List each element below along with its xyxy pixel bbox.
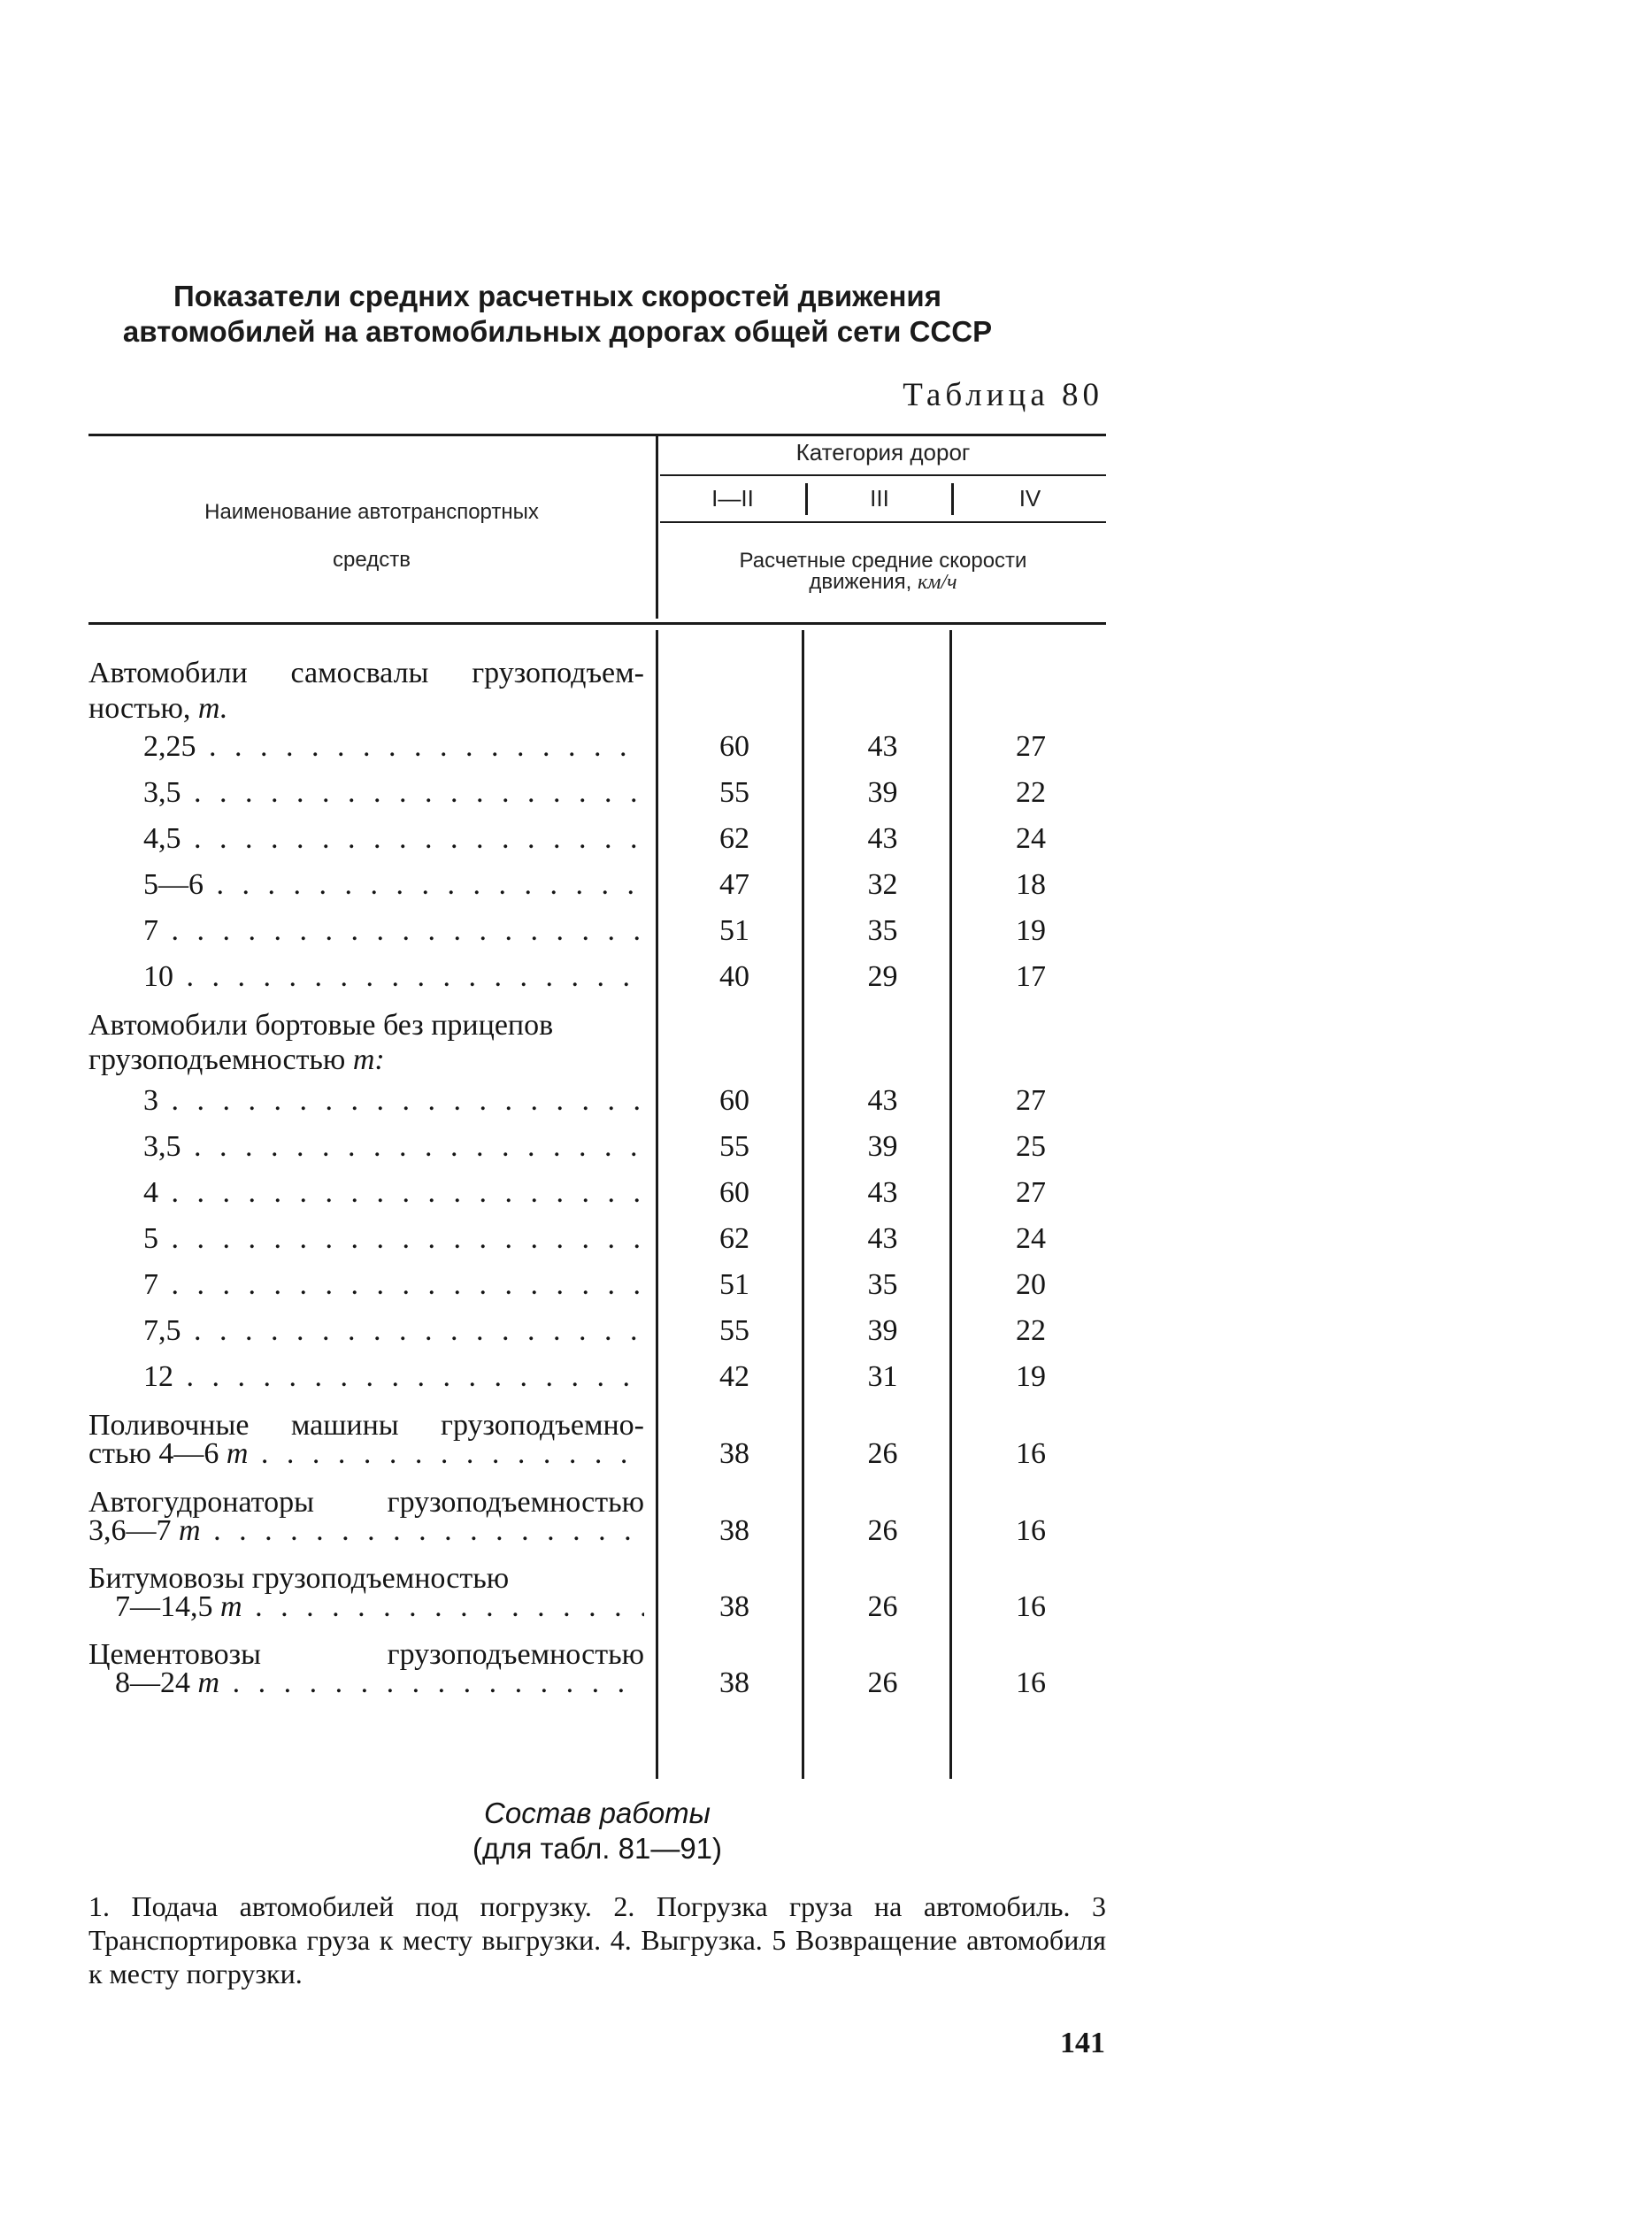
row-value-cat-1: 55 — [719, 776, 749, 809]
row-label: 4 . . . — [143, 1170, 644, 1216]
row-label-unit: т — [220, 1590, 242, 1623]
row-value-cat-2: 43 — [867, 1084, 898, 1117]
row-value-cat-2: 26 — [867, 1514, 898, 1547]
row-value-cat-1: 60 — [719, 1176, 749, 1209]
row-value-cat-1: 51 — [719, 1268, 749, 1301]
row-label: 10 . . . — [143, 954, 644, 1000]
table-number: Таблица 80 — [903, 377, 1103, 413]
header-col-divider — [656, 436, 658, 619]
group-2-heading-text: грузоподъемностью — [88, 1043, 353, 1076]
row-label: 2,25 . . . — [143, 724, 644, 770]
group-2-heading-line-1: Автомобили бортовые без прицепов — [88, 1009, 554, 1042]
header-name-line-1: Наименование автотранспортных — [204, 500, 539, 524]
header-units-text: движения, — [809, 570, 918, 594]
header-units-unit: км/ч — [917, 571, 957, 594]
table-row — [88, 1354, 1106, 1400]
row-value-cat-3: 20 — [1016, 1268, 1046, 1301]
row-value-cat-2: 35 — [867, 1268, 898, 1301]
row-label — [88, 1431, 644, 1477]
row-value-cat-2: 26 — [867, 1590, 898, 1623]
group-1-heading-a: Автомобили самосвалы — [88, 657, 429, 689]
row-value-cat-2: 43 — [867, 822, 898, 855]
header-vehicle-name — [88, 489, 655, 584]
header-road-category: Категория дорог — [795, 439, 971, 466]
row-label — [88, 1508, 644, 1554]
header-cat-1: I—II — [711, 485, 754, 512]
row-value-cat-2: 43 — [867, 1222, 898, 1255]
category-rule — [660, 474, 1106, 476]
row-value-cat-3: 25 — [1016, 1130, 1046, 1163]
table-row — [88, 1124, 1106, 1170]
row-name-b: грузоподъемностью — [387, 1486, 644, 1519]
table-row — [88, 816, 1106, 862]
subheader-rule — [660, 521, 1106, 523]
row-value-cat-2: 43 — [867, 1176, 898, 1209]
row-value-cat-3: 27 — [1016, 1176, 1046, 1209]
row-value-cat-3: 24 — [1016, 822, 1046, 855]
table-row — [88, 1508, 1106, 1554]
row-value-cat-2: 29 — [867, 960, 898, 993]
header-units-line-1: Расчетные средние скорости — [739, 549, 1027, 573]
group-1-heading-c: ностью, — [88, 692, 198, 725]
row-label-text: стью 4—6 — [88, 1437, 227, 1470]
row-value-cat-3: 16 — [1016, 1666, 1046, 1699]
row-value-cat-3: 22 — [1016, 1314, 1046, 1347]
row-name-a: Битумовозы грузоподъемностью — [88, 1562, 510, 1595]
row-value-cat-1: 38 — [719, 1514, 749, 1547]
row-label — [115, 1660, 644, 1706]
group-2-heading-line-2 — [88, 1037, 644, 1083]
row-value-cat-1: 55 — [719, 1130, 749, 1163]
row-value-cat-3: 17 — [1016, 960, 1046, 993]
row-name-a: Поливочные машины — [88, 1409, 399, 1442]
row-value-cat-2: 43 — [867, 730, 898, 763]
table-top-rule — [88, 434, 1106, 436]
row-value-cat-3: 16 — [1016, 1590, 1046, 1623]
row-label-unit: т — [179, 1514, 201, 1547]
row-value-cat-3: 16 — [1016, 1514, 1046, 1547]
row-label-text: 8—24 — [115, 1666, 198, 1699]
row-value-cat-3: 22 — [1016, 776, 1046, 809]
row-name-a: Автогудронаторы — [88, 1486, 314, 1519]
row-label: 4,5 . . . — [143, 816, 644, 862]
row-value-cat-3: 18 — [1016, 868, 1046, 901]
page-number: 141 — [1060, 2027, 1105, 2059]
row-label: 3,5 . . . — [143, 1124, 644, 1170]
row-value-cat-1: 60 — [719, 1084, 749, 1117]
row-value-cat-1: 38 — [719, 1590, 749, 1623]
row-label: 3 . . . — [143, 1078, 644, 1124]
row-value-cat-3: 27 — [1016, 730, 1046, 763]
row-label: 3,5 . . . — [143, 770, 644, 816]
row-label: 7,5 . . . — [143, 1308, 644, 1354]
row-value-cat-2: 39 — [867, 1314, 898, 1347]
header-cat-2: III — [870, 485, 889, 512]
row-name-a: Цементовозы — [88, 1638, 261, 1671]
row-label: 7 . . . — [143, 1262, 644, 1308]
table-row — [88, 770, 1106, 816]
row-label-unit: т — [226, 1437, 249, 1470]
table-row — [88, 1431, 1106, 1477]
row-label-text: 3,6—7 — [88, 1514, 179, 1547]
header-units-line-2 — [660, 572, 1106, 593]
row-value-cat-1: 42 — [719, 1360, 749, 1393]
row-value-cat-1: 40 — [719, 960, 749, 993]
header-name-line-2: средств — [333, 548, 411, 572]
group-1-heading-b: грузоподъем- — [472, 657, 644, 689]
row-value-cat-2: 26 — [867, 1666, 898, 1699]
row-label: 7 . . . — [143, 908, 644, 954]
row-value-cat-2: 39 — [867, 776, 898, 809]
table-row — [88, 908, 1106, 954]
table-row — [88, 1216, 1106, 1262]
row-value-cat-3: 19 — [1016, 914, 1046, 947]
table-row — [88, 1308, 1106, 1354]
work-composition-paragraph: 1. Подача автомобилей под погрузку. 2. Погрузка груза на автомобиль. 3 Транспортировка груза к месту выгрузки. 4. Выгрузка. 5 Возвращение автомобиля к месту погрузки. — [88, 1890, 1106, 1989]
row-value-cat-2: 39 — [867, 1130, 898, 1163]
row-value-cat-1: 62 — [719, 1222, 749, 1255]
table-row — [88, 862, 1106, 908]
title-line-1: Показатели средних расчетных скоростей движения — [173, 280, 941, 312]
row-value-cat-3: 16 — [1016, 1437, 1046, 1470]
row-value-cat-1: 60 — [719, 730, 749, 763]
table-title — [88, 279, 1026, 350]
table-row — [88, 1262, 1106, 1308]
table-row — [88, 1170, 1106, 1216]
section-subtitle: (для табл. 81—91) — [472, 1832, 723, 1865]
row-label: 5 . . . — [143, 1216, 644, 1262]
table-row — [88, 1584, 1106, 1630]
group-1-unit: т. — [197, 692, 228, 725]
header-cat-3: IV — [1018, 485, 1041, 512]
header-bottom-rule — [88, 622, 1106, 625]
table-row — [88, 1660, 1106, 1706]
row-label: 12 . . . — [143, 1354, 644, 1400]
row-value-cat-2: 35 — [867, 914, 898, 947]
row-value-cat-2: 32 — [867, 868, 898, 901]
row-label: 5—6 . . . — [143, 862, 644, 908]
row-value-cat-1: 38 — [719, 1437, 749, 1470]
row-value-cat-2: 26 — [867, 1437, 898, 1470]
table-row — [88, 1078, 1106, 1124]
group-2-unit: т: — [352, 1043, 385, 1076]
row-name-b: грузоподъемностью — [387, 1638, 644, 1671]
table-row — [88, 954, 1106, 1000]
header-speed-units — [660, 550, 1106, 593]
row-label — [115, 1584, 644, 1630]
row-value-cat-1: 51 — [719, 914, 749, 947]
row-value-cat-3: 27 — [1016, 1084, 1046, 1117]
row-value-cat-3: 19 — [1016, 1360, 1046, 1393]
row-value-cat-1: 55 — [719, 1314, 749, 1347]
row-label-unit: т — [197, 1666, 220, 1699]
row-value-cat-3: 24 — [1016, 1222, 1046, 1255]
row-label-text: 7—14,5 — [115, 1590, 220, 1623]
title-line-2: автомобилей на автомобильных дорогах общей сети СССР — [122, 315, 993, 348]
row-value-cat-1: 62 — [719, 822, 749, 855]
section-title: Состав работы — [484, 1797, 711, 1829]
row-value-cat-2: 31 — [867, 1360, 898, 1393]
row-value-cat-1: 47 — [719, 868, 749, 901]
table-row — [88, 724, 1106, 770]
row-value-cat-1: 38 — [719, 1666, 749, 1699]
row-name-b: грузоподъемно- — [441, 1409, 644, 1442]
